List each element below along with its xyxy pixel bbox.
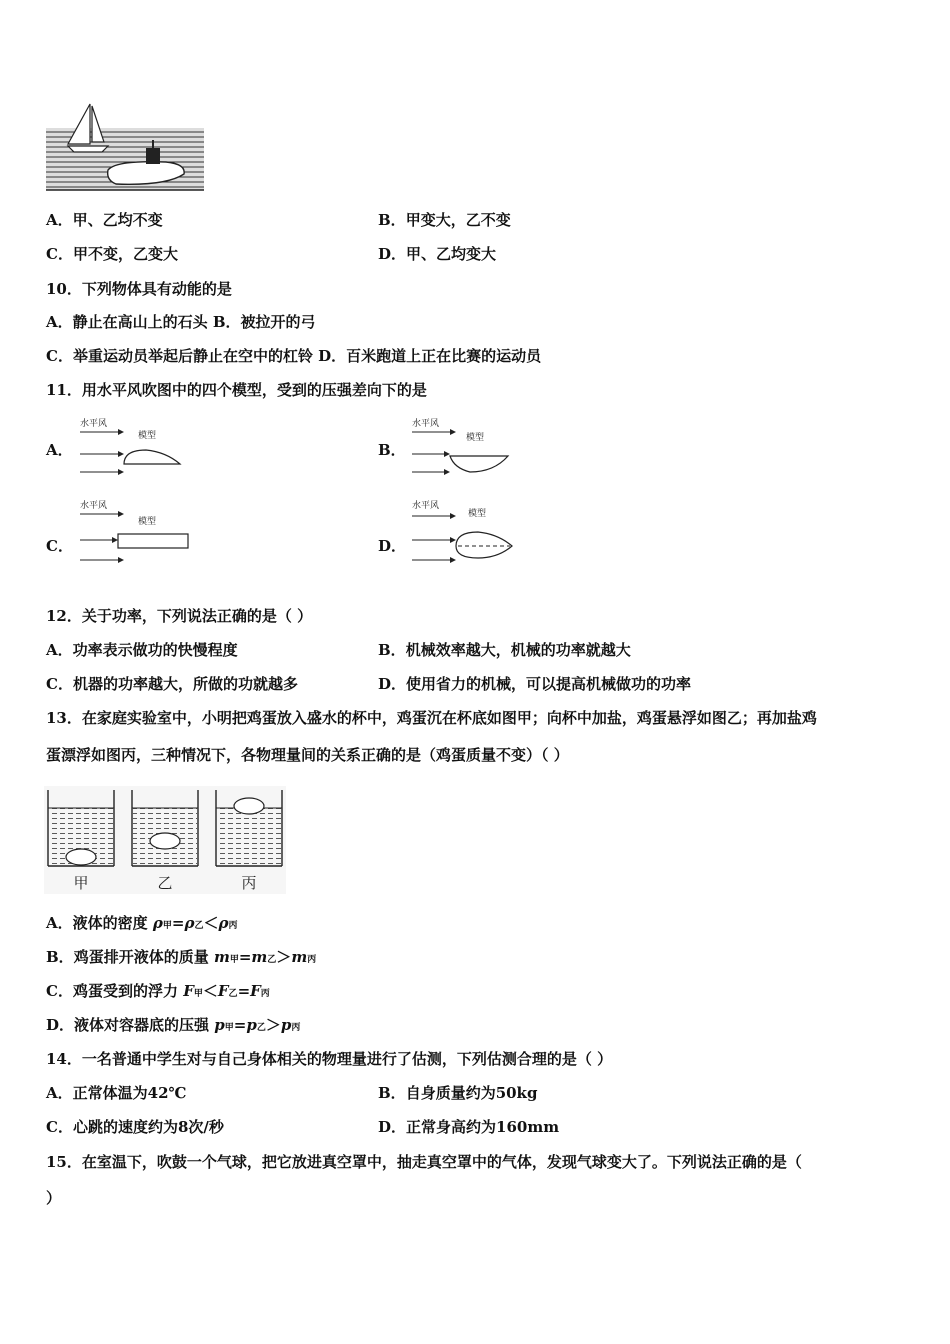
q11-model-d-figure — [408, 496, 528, 566]
wind-label: 水平风 — [80, 419, 108, 429]
q14-stem: 14．一名普通中学生对与自己身体相关的物理量进行了估测，下列估测合理的是（ ） — [46, 1050, 613, 1068]
q11-model-b-figure — [408, 414, 528, 476]
q10-stem: 10．下列物体具有动能的是 — [46, 280, 232, 298]
q9-option-d: D．甲、乙均变大 — [378, 245, 497, 263]
cup-label-yi: 乙 — [157, 874, 173, 892]
q11-model-c-figure — [76, 496, 196, 566]
model-label: 模型 — [468, 509, 487, 519]
q14-option-a: A．正常体温为42℃ — [46, 1084, 187, 1102]
q9-option-b: B．甲变大，乙不变 — [378, 211, 511, 229]
q13-cups-figure — [44, 786, 286, 894]
q9-option-c: C．甲不变，乙变大 — [46, 245, 178, 263]
sailboat-submarine-figure — [46, 100, 206, 195]
q12-option-a: A．功率表示做功的快慢程度 — [46, 641, 238, 659]
q11-option-a-key: A． — [46, 441, 73, 459]
q13-option-d: D．液体对容器底的压强 p甲=p乙＞p丙 — [46, 1016, 301, 1034]
q10-options-line1: A．静止在高山上的石头 B．被拉开的弓 — [46, 313, 316, 331]
q13-option-b: B．鸡蛋排开液体的质量 m甲=m乙＞m丙 — [46, 948, 317, 966]
q12-option-c: C．机器的功率越大，所做的功就越多 — [46, 675, 298, 693]
q15-stem-line2: ） — [46, 1189, 62, 1207]
q11-stem: 11．用水平风吹图中的四个模型，受到的压强差向下的是 — [46, 381, 427, 399]
model-label: 模型 — [466, 433, 485, 443]
cup-label-bing: 丙 — [241, 874, 257, 892]
cup-label-jia: 甲 — [73, 874, 89, 892]
q12-stem: 12．关于功率，下列说法正确的是（ ） — [46, 607, 313, 625]
q11-option-b-key: B． — [378, 441, 406, 459]
wind-label: 水平风 — [412, 501, 440, 511]
q13-option-a: A．液体的密度 ρ甲=ρ乙＜ρ丙 — [46, 914, 238, 932]
q11-option-d-key: D． — [378, 537, 407, 555]
q9-option-a: A．甲、乙均不变 — [46, 211, 163, 229]
q15-stem-line1: 15．在室温下，吹鼓一个气球，把它放进真空罩中，抽走真空罩中的气体，发现气球变大了。下列说法正确的是（ — [46, 1153, 802, 1171]
q12-option-b: B．机械效率越大，机械的功率就越大 — [378, 641, 631, 659]
q10-options-line2: C．举重运动员举起后静止在空中的杠铃 D．百米跑道上正在比赛的运动员 — [46, 347, 542, 365]
model-label: 模型 — [138, 517, 157, 527]
q13-stem-line1: 13．在家庭实验室中，小明把鸡蛋放入盛水的杯中，鸡蛋沉在杯底如图甲；向杯中加盐，鸡蛋悬浮如图乙；再加盐鸡 — [46, 709, 817, 727]
model-label: 模型 — [138, 431, 157, 441]
q14-option-c: C．心跳的速度约为8次/秒 — [46, 1118, 224, 1136]
q11-model-a-figure — [76, 414, 196, 476]
q11-option-c-key: C． — [46, 537, 73, 555]
q14-option-b: B．自身质量约为50kg — [378, 1084, 538, 1102]
wind-label: 水平风 — [412, 419, 440, 429]
wind-label: 水平风 — [80, 501, 108, 511]
q13-option-c: C．鸡蛋受到的浮力 F甲＜F乙=F丙 — [46, 982, 270, 1000]
q14-option-d: D．正常身高约为160mm — [378, 1118, 560, 1136]
q12-option-d: D．使用省力的机械，可以提高机械做功的功率 — [378, 675, 692, 693]
q13-stem-line2: 蛋漂浮如图丙，三种情况下，各物理量间的关系正确的是（鸡蛋质量不变）（ ） — [46, 746, 569, 764]
